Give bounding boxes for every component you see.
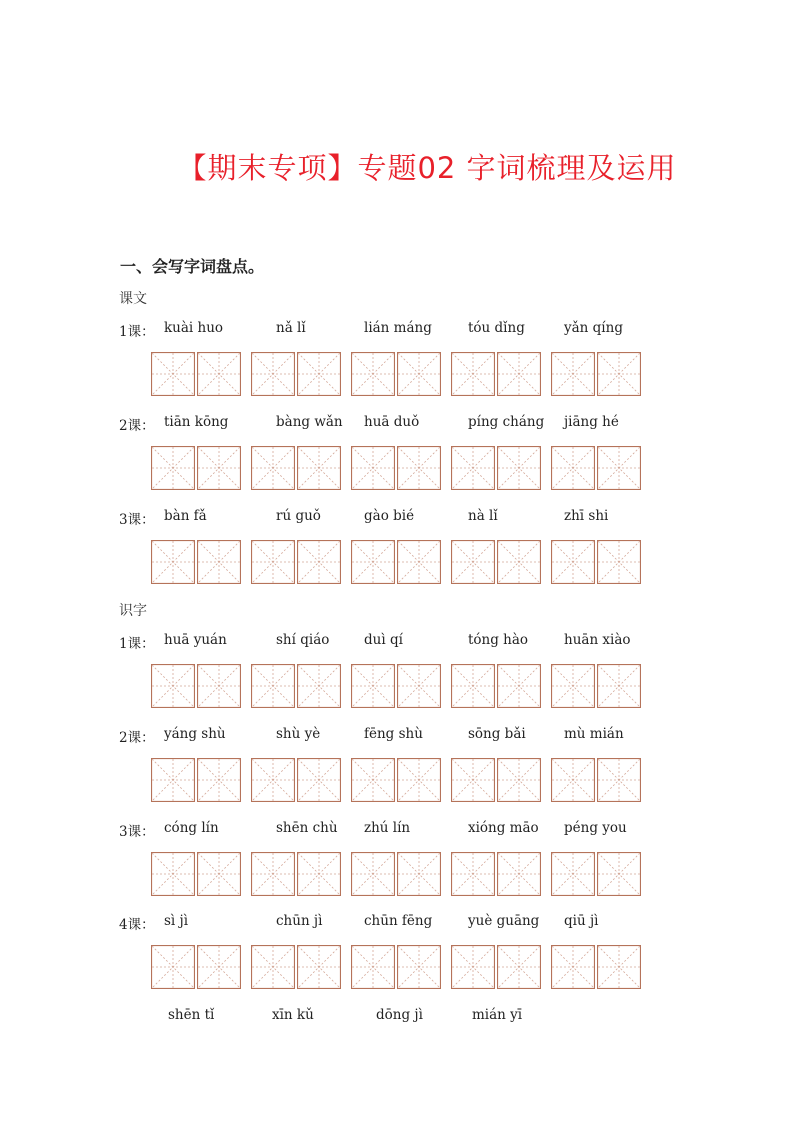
writing-grid-cell: [297, 945, 341, 989]
writing-grid-cell: [151, 945, 195, 989]
pinyin-word: yǎn qíng: [564, 320, 623, 336]
writing-box-pair: [551, 540, 643, 584]
writing-grid-cell: [451, 352, 495, 396]
pinyin-word: lián máng: [364, 320, 432, 336]
pinyin-word: huā duǒ: [364, 414, 420, 430]
writing-grid-cell: [351, 352, 395, 396]
writing-grid-cell: [197, 852, 241, 896]
pinyin-word: sì jì: [164, 913, 189, 929]
writing-grid-cell: [597, 540, 641, 584]
writing-grid-cell: [551, 664, 595, 708]
writing-grid-cell: [551, 852, 595, 896]
writing-grid-cell: [451, 446, 495, 490]
writing-box-pair: [451, 664, 543, 708]
writing-grid-cell: [351, 446, 395, 490]
writing-box-pair: [351, 852, 443, 896]
writing-box-pair: [551, 945, 643, 989]
writing-grid-cell: [151, 664, 195, 708]
writing-grid-cell: [551, 446, 595, 490]
writing-grid-cell: [197, 540, 241, 584]
writing-grid-cell: [197, 664, 241, 708]
pinyin-word: xīn kǔ: [272, 1007, 314, 1023]
pinyin-word: sōng bǎi: [468, 726, 526, 742]
writing-grid-cell: [397, 852, 441, 896]
pinyin-word: píng cháng: [468, 414, 545, 430]
lesson-label: 2课：: [119, 730, 155, 746]
writing-box-pair: [351, 540, 443, 584]
writing-grid-cell: [197, 352, 241, 396]
writing-grid-cell: [597, 352, 641, 396]
pinyin-word: chūn jì: [276, 913, 323, 929]
lesson-label: 3课：: [119, 824, 155, 840]
writing-grid-cell: [551, 540, 595, 584]
writing-grid-cell: [251, 540, 295, 584]
pinyin-word: xióng māo: [468, 820, 539, 836]
writing-box-pair: [451, 540, 543, 584]
writing-box-pair: [251, 664, 343, 708]
writing-grid-cell: [151, 540, 195, 584]
writing-box-pair: [251, 352, 343, 396]
writing-box-pair: [551, 664, 643, 708]
writing-grid-cell: [597, 446, 641, 490]
pinyin-word: yuè guāng: [468, 913, 540, 929]
pinyin-word: mián yī: [472, 1007, 523, 1023]
pinyin-word: tiān kōng: [164, 414, 229, 430]
writing-box-pair: [351, 758, 443, 802]
lesson-label: 1课：: [119, 636, 155, 652]
writing-box-pair: [151, 446, 243, 490]
pinyin-word: bàn fǎ: [164, 508, 207, 524]
writing-box-pair: [451, 446, 543, 490]
pinyin-word: shēn chù: [276, 820, 338, 836]
pinyin-word: gào bié: [364, 508, 415, 524]
writing-grid-cell: [351, 540, 395, 584]
writing-box-pair: [451, 758, 543, 802]
writing-grid-cell: [251, 945, 295, 989]
writing-grid-cell: [451, 852, 495, 896]
pinyin-word: rú guǒ: [276, 508, 321, 524]
writing-grid-cell: [297, 540, 341, 584]
writing-grid-cell: [151, 758, 195, 802]
lesson-label: 4课：: [119, 917, 155, 933]
writing-box-pair: [151, 352, 243, 396]
writing-box-pair: [151, 758, 243, 802]
writing-grid-cell: [351, 758, 395, 802]
writing-grid-cell: [597, 758, 641, 802]
writing-box-pair: [351, 945, 443, 989]
writing-grid-cell: [597, 664, 641, 708]
writing-grid-cell: [551, 352, 595, 396]
pinyin-word: nǎ lǐ: [276, 320, 306, 336]
writing-grid-cell: [197, 945, 241, 989]
lesson-label: 3课：: [119, 512, 155, 528]
writing-grid-cell: [451, 664, 495, 708]
pinyin-word: mù mián: [564, 726, 624, 742]
writing-box-pair: [351, 446, 443, 490]
writing-grid-cell: [351, 852, 395, 896]
pinyin-word: chūn fēng: [364, 913, 433, 929]
pinyin-word: huān xiào: [564, 632, 631, 648]
pinyin-word: bàng wǎn: [276, 414, 343, 430]
writing-grid-cell: [297, 352, 341, 396]
writing-grid-cell: [451, 758, 495, 802]
group-label: 识字: [119, 603, 147, 619]
pinyin-word: shēn tǐ: [168, 1007, 215, 1023]
writing-box-pair: [551, 352, 643, 396]
pinyin-word: duì qí: [364, 632, 403, 648]
lesson-label: 1课：: [119, 324, 155, 340]
writing-grid-cell: [497, 540, 541, 584]
writing-grid-cell: [497, 352, 541, 396]
writing-grid-cell: [151, 446, 195, 490]
writing-grid-cell: [397, 945, 441, 989]
pinyin-word: dōng jì: [376, 1007, 423, 1023]
writing-grid-cell: [251, 758, 295, 802]
pinyin-word: tóu dǐng: [468, 320, 525, 336]
writing-box-pair: [451, 945, 543, 989]
writing-box-pair: [251, 758, 343, 802]
writing-grid-cell: [451, 540, 495, 584]
writing-grid-cell: [397, 540, 441, 584]
writing-box-pair: [251, 852, 343, 896]
writing-grid-cell: [151, 352, 195, 396]
writing-box-pair: [451, 352, 543, 396]
writing-box-pair: [151, 664, 243, 708]
writing-grid-cell: [297, 758, 341, 802]
writing-grid-cell: [397, 758, 441, 802]
writing-grid-cell: [497, 664, 541, 708]
writing-box-pair: [251, 540, 343, 584]
pinyin-word: péng you: [564, 820, 627, 836]
pinyin-word: huā yuán: [164, 632, 227, 648]
writing-grid-cell: [397, 664, 441, 708]
pinyin-word: shí qiáo: [276, 632, 330, 648]
writing-box-pair: [451, 852, 543, 896]
writing-grid-cell: [551, 758, 595, 802]
pinyin-word: qiū jì: [564, 913, 599, 929]
writing-grid-cell: [297, 852, 341, 896]
pinyin-word: yáng shù: [164, 726, 226, 742]
writing-box-pair: [151, 852, 243, 896]
writing-grid-cell: [397, 352, 441, 396]
writing-grid-cell: [297, 664, 341, 708]
pinyin-word: jiāng hé: [564, 414, 619, 430]
pinyin-word: kuài huo: [164, 320, 224, 336]
writing-grid-cell: [297, 446, 341, 490]
writing-grid-cell: [197, 758, 241, 802]
writing-box-pair: [151, 540, 243, 584]
pinyin-word: tóng hào: [468, 632, 529, 648]
writing-box-pair: [151, 945, 243, 989]
writing-box-pair: [351, 664, 443, 708]
writing-box-pair: [351, 352, 443, 396]
writing-grid-cell: [351, 664, 395, 708]
writing-box-pair: [251, 945, 343, 989]
writing-box-pair: [551, 446, 643, 490]
writing-grid-cell: [197, 446, 241, 490]
writing-grid-cell: [151, 852, 195, 896]
writing-grid-cell: [251, 352, 295, 396]
pinyin-word: fēng shù: [364, 726, 423, 742]
writing-box-pair: [551, 758, 643, 802]
writing-grid-cell: [351, 945, 395, 989]
pinyin-word: zhī shi: [564, 508, 609, 524]
pinyin-word: zhú lín: [364, 820, 411, 836]
writing-grid-cell: [251, 664, 295, 708]
writing-box-pair: [251, 446, 343, 490]
pinyin-word: shù yè: [276, 726, 321, 742]
group-label: 课文: [119, 291, 147, 307]
writing-grid-cell: [397, 446, 441, 490]
writing-grid-cell: [497, 446, 541, 490]
writing-grid-cell: [597, 852, 641, 896]
writing-grid-cell: [451, 945, 495, 989]
page-title: 【期末专项】专题02 字词梳理及运用: [177, 151, 677, 185]
writing-grid-cell: [497, 852, 541, 896]
section-heading: 一、会写字词盘点。: [120, 257, 265, 276]
pinyin-word: nà lǐ: [468, 508, 498, 524]
pinyin-word: cóng lín: [164, 820, 219, 836]
writing-grid-cell: [551, 945, 595, 989]
writing-grid-cell: [251, 446, 295, 490]
writing-box-pair: [551, 852, 643, 896]
writing-grid-cell: [497, 758, 541, 802]
writing-grid-cell: [497, 945, 541, 989]
writing-grid-cell: [251, 852, 295, 896]
lesson-label: 2课：: [119, 418, 155, 434]
writing-grid-cell: [597, 945, 641, 989]
